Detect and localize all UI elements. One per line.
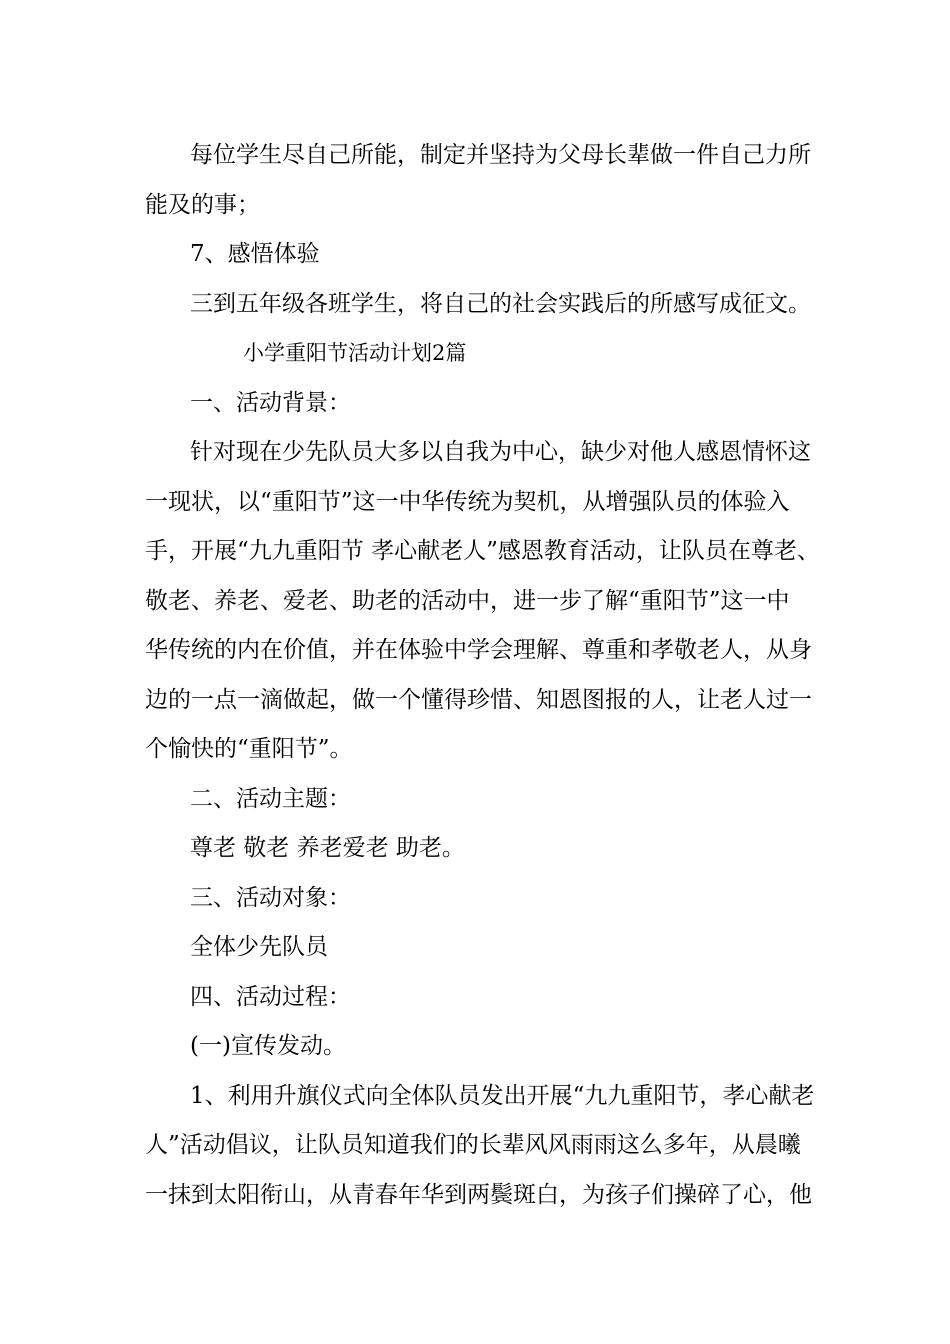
heading-audience: 三、活动对象： xyxy=(190,884,351,911)
document-title: 小学重阳节活动计划2篇 xyxy=(243,341,467,365)
paragraph-line: 每位学生尽自己所能，制定并坚持为父母长辈做一件自己力所 xyxy=(190,142,811,168)
paragraph-line: 能及的事； xyxy=(145,191,260,218)
paragraph-line: 一抹到太阳衔山，从青春年华到两鬓斑白，为孩子们操碎了心，他 xyxy=(145,1181,812,1208)
subheading-publicity: (一)宣传发动。 xyxy=(190,1033,346,1059)
paragraph-theme: 尊老 敬老 养老爱老 助老。 xyxy=(190,835,465,861)
paragraph-line: 敬老、养老、爱老、助老的活动中，进一步了解“重阳节”这一中 xyxy=(145,587,790,614)
document-body xyxy=(145,131,825,1220)
paragraph-line: 华传统的内在价值，并在体验中学会理解、尊重和孝敬老人，从身 xyxy=(145,637,812,663)
section-heading-7: 7、感悟体验 xyxy=(190,241,320,267)
heading-background: 一、活动背景： xyxy=(190,389,351,416)
paragraph-background xyxy=(145,428,825,775)
paragraph-2: 三到五年级各班学生，将自己的社会实践后的所感写成征文。 xyxy=(190,290,811,317)
heading-theme: 二、活动主题： xyxy=(190,785,351,812)
paragraph-line: 针对现在少先队员大多以自我为中心，缺少对他人感恩情怀这 xyxy=(190,439,811,465)
heading-process: 四、活动过程： xyxy=(190,983,351,1010)
paragraph-1 xyxy=(145,131,825,230)
paragraph-line: 人”活动倡议，让队员知道我们的长辈风风雨雨这么多年，从晨曦 xyxy=(145,1132,801,1158)
paragraph-line: 边的一点一滴做起，做一个懂得珍惜、知恩图报的人，让老人过一 xyxy=(145,686,812,713)
paragraph-line: 个愉快的“重阳节”。 xyxy=(145,736,353,762)
paragraph-audience: 全体少先队员 xyxy=(190,934,328,960)
paragraph-line: 一现状，以“重阳节”这一中华传统为契机，从增强队员的体验入 xyxy=(145,488,790,515)
paragraph-publicity xyxy=(145,1072,825,1221)
paragraph-line: 手，开展“九九重阳节 孝心献老人”感恩教育活动，让队员在尊老、 xyxy=(145,538,820,564)
paragraph-line: 1、利用升旗仪式向全体队员发出开展“九九重阳节，孝心献老 xyxy=(190,1082,815,1109)
